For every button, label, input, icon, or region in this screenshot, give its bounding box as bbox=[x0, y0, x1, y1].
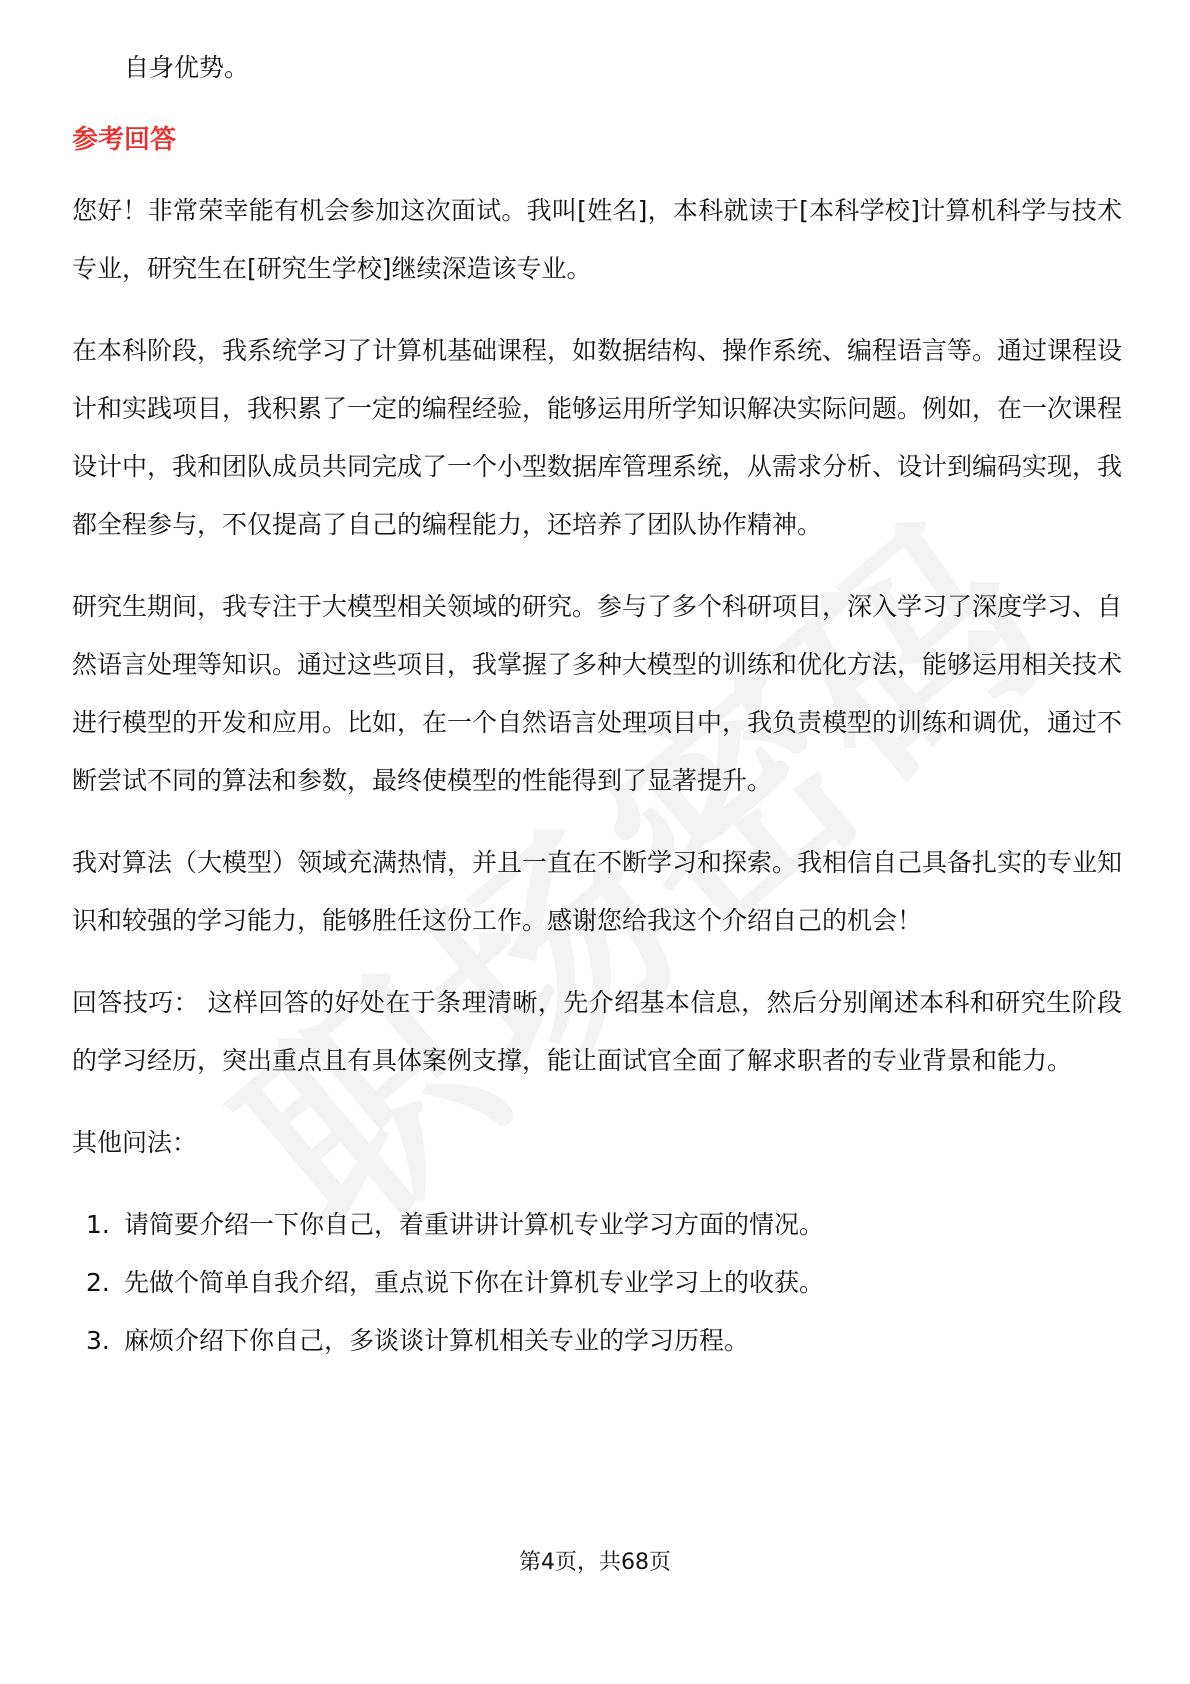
section-heading: 参考回答 bbox=[72, 125, 177, 155]
page-number-footer: 第4页，共68页 bbox=[519, 1550, 671, 1575]
paragraph-other-questions: 其他问法： bbox=[72, 1128, 198, 1157]
paragraph-intro: 您好！非常荣幸能有机会参加这次面试。我叫[姓名]，本科就读于[本科学校]计算机科学与技术专业，研究生在[研究生学校]继续深造该专业。 bbox=[72, 196, 1122, 283]
list-item bbox=[72, 1196, 1122, 1254]
list-item bbox=[72, 1254, 1122, 1312]
list-item-number: 3. bbox=[86, 1326, 110, 1355]
list-item-text: 麻烦介绍下你自己，多谈谈计算机相关专业的学习历程。 bbox=[124, 1326, 750, 1355]
list-item-number: 1. bbox=[86, 1210, 110, 1239]
continuation-text: 自身优势。 bbox=[124, 53, 250, 82]
list-item-text: 请简要介绍一下你自己，着重讲讲计算机专业学习方面的情况。 bbox=[124, 1210, 825, 1239]
paragraph-tips: 回答技巧： 这样回答的好处在于条理清晰，先介绍基本信息，然后分别阐述本科和研究生阶段的学习经历，突出重点且有具体案例支撑，能让面试官全面了解求职者的专业背景和能力。 bbox=[72, 988, 1122, 1075]
document-page bbox=[72, 46, 1122, 1370]
list-item-text: 先做个简单自我介绍，重点说下你在计算机专业学习上的收获。 bbox=[124, 1268, 825, 1297]
paragraph-closing: 我对算法（大模型）领域充满热情，并且一直在不断学习和探索。我相信自己具备扎实的专业知识和较强的学习能力，能够胜任这份工作。感谢您给我这个介绍自己的机会！ bbox=[72, 848, 1123, 935]
list-item-number: 2. bbox=[86, 1268, 110, 1297]
list-item bbox=[72, 1312, 1122, 1370]
paragraph-undergrad: 在本科阶段，我系统学习了计算机基础课程，如数据结构、操作系统、编程语言等。通过课程设计和实践项目，我积累了一定的编程经验，能够运用所学知识解决实际问题。例如，在一次课程设计中，我和团队成员共同完成了一个小型数据库管理系统，从需求分析、设计到编码实现，我都全程参与，不仅提高了自己的编程能力，还培养了团队协作精神。 bbox=[72, 336, 1123, 539]
paragraph-graduate: 研究生期间，我专注于大模型相关领域的研究。参与了多个科研项目，深入学习了深度学习、自然语言处理等知识。通过这些项目，我掌握了多种大模型的训练和优化方法，能够运用相关技术进行模型的开发和应用。比如，在一个自然语言处理项目中，我负责模型的训练和调优，通过不断尝试不同的算法和参数，最终使模型的性能得到了显著提升。 bbox=[72, 592, 1123, 795]
alternate-questions-list bbox=[72, 1196, 1122, 1370]
